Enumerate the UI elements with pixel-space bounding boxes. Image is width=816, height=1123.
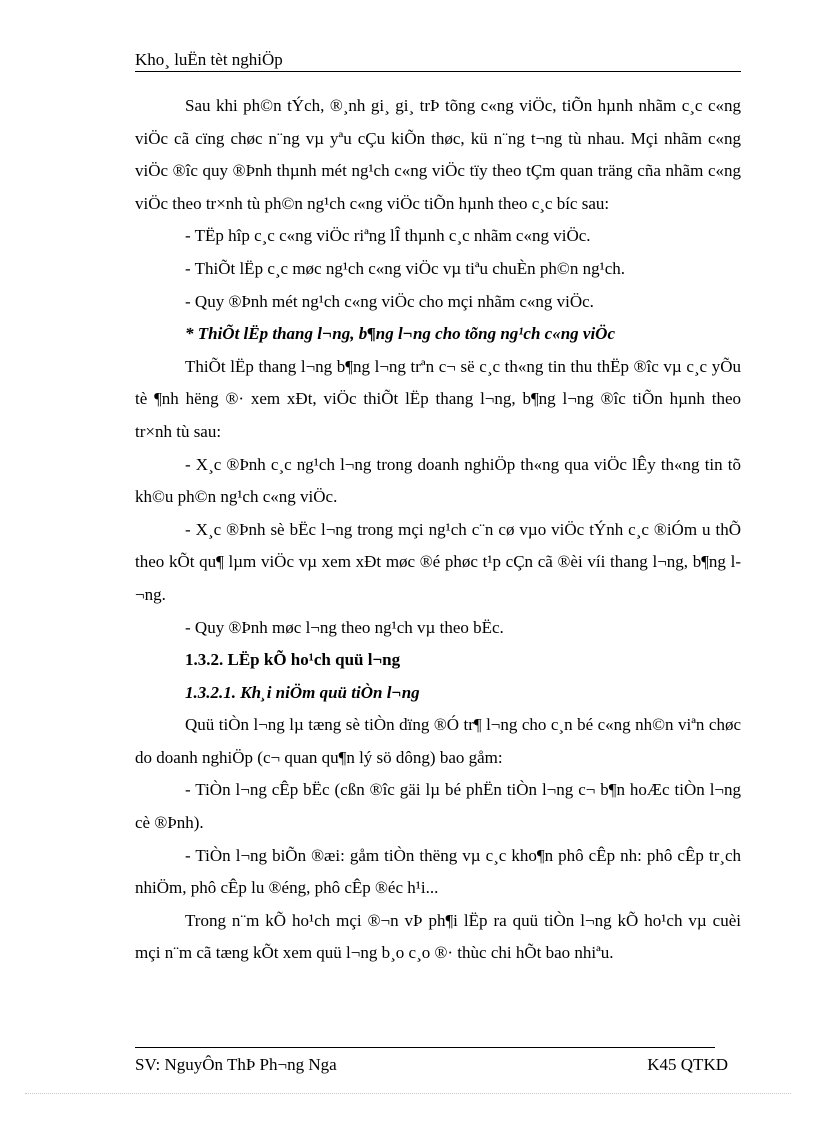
page-edge-dots	[25, 1093, 791, 1094]
bullet-item: - TiÒn l¬ng biÕn ®æi: gåm tiÒn thëng vµ c¸c kho¶n phô cÊp nh: phô cÊp tr¸ch nhiÖm, phô cÊp lu ®éng, phô cÊp ®éc h¹i...	[135, 845, 741, 898]
subheading-salary-scale: * ThiÕt lËp thang l¬ng, b¶ng l¬ng cho tõng ng¹ch c«ng viÖc	[185, 324, 615, 344]
section-heading: 1.3.2. LËp kÕ ho¹ch quü l¬ng	[185, 650, 401, 670]
subsection-heading: 1.3.2.1. Kh¸i niÖm quü tiÒn l¬ng	[185, 682, 420, 702]
bullet-item: - Quy ®Þnh møc l¬ng theo ng¹ch vµ theo bËc.	[185, 617, 504, 637]
bullet-item: - ThiÕt lËp c¸c møc ng¹ch c«ng viÖc vµ tiªu chuÈn ph©n ng¹ch.	[185, 258, 625, 278]
bullet-item: - X¸c ®Þnh c¸c ng¹ch l¬ng trong doanh nghiÖp th«ng qua viÖc lÊy th«ng tin tõ kh©u ph©n ng¹ch c«ng viÖc.	[135, 454, 741, 507]
bullet-item: - TiÒn l¬ng cÊp bËc (cßn ®îc gäi lµ bé phËn tiÒn l¬ng c¬ b¶n hoÆc tiÒn l¬ng cè ®Þnh).	[135, 780, 741, 833]
paragraph-intro: Sau khi ph©n tÝch, ®¸nh gi¸ gi¸ trÞ tõng c«ng viÖc, tiÕn hµnh nhãm c¸c c«ng viÖc cã cïng chøc n¨ng vµ yªu cÇu kiÕn thøc, kü n¨ng t¬ng tù nhau. Mçi nhãm c«ng viÖc ®îc quy ®Þnh thµnh mét ng¹ch c«ng viÖc tïy theo tÇm quan träng cña nhãm c«ng viÖc theo tr×nh tù ph©n ng¹ch c«ng viÖc tiÕn hµnh theo c¸c bíc sau:	[135, 96, 741, 213]
header-divider	[135, 71, 741, 72]
footer-divider	[135, 1047, 715, 1048]
bullet-item: - Quy ®Þnh mét ng¹ch c«ng viÖc cho mçi nhãm c«ng viÖc.	[185, 291, 594, 311]
paragraph-plan: Trong n¨m kÕ ho¹ch mçi ®¬n vÞ ph¶i lËp ra quü tiÒn l¬ng kÕ ho¹ch vµ cuèi mçi n¨m cã tæng kÕt xem quü l¬ng b¸o c¸o ®· thùc chi hÕt bao nhiªu.	[135, 910, 741, 963]
document-body	[135, 90, 741, 970]
footer-author: SV: NguyÔn ThÞ Ph¬ng Nga	[135, 1055, 337, 1074]
footer-class: K45 QTKD	[647, 1055, 728, 1074]
paragraph-salary-scale: ThiÕt lËp thang l¬ng b¶ng l¬ng trªn c¬ së c¸c th«ng tin thu thËp ®îc vµ c¸c yÕu tè ¶nh hëng ®· xem xÐt, viÖc thiÕt lËp thang l¬ng, b¶ng l¬ng ®îc tiÕn hµnh theo tr×nh tù sau:	[135, 356, 741, 441]
paragraph-wage-fund: Quü tiÒn l¬ng lµ tæng sè tiÒn dïng ®Ó tr¶ l¬ng cho c¸n bé c«ng nh©n viªn chøc do doanh nghiÖp (c¬ quan qu¶n lý sö dông) bao gåm:	[135, 715, 741, 767]
bullet-item: - X¸c ®Þnh sè bËc l¬ng trong mçi ng¹ch c¨n cø vµo viÖc tÝnh c¸c ®iÓm u thÕ theo kÕt qu¶ lµm viÖc vµ xem xÐt møc ®é phøc t¹p cÇn cã ®èi víi thang l¬ng, b¶ng l¬ng.	[135, 519, 741, 604]
page-header: Kho¸ luËn tèt nghiÖp	[135, 50, 283, 69]
bullet-item: - TËp hîp c¸c c«ng viÖc riªng lÎ thµnh c¸c nhãm c«ng viÖc.	[185, 226, 591, 246]
